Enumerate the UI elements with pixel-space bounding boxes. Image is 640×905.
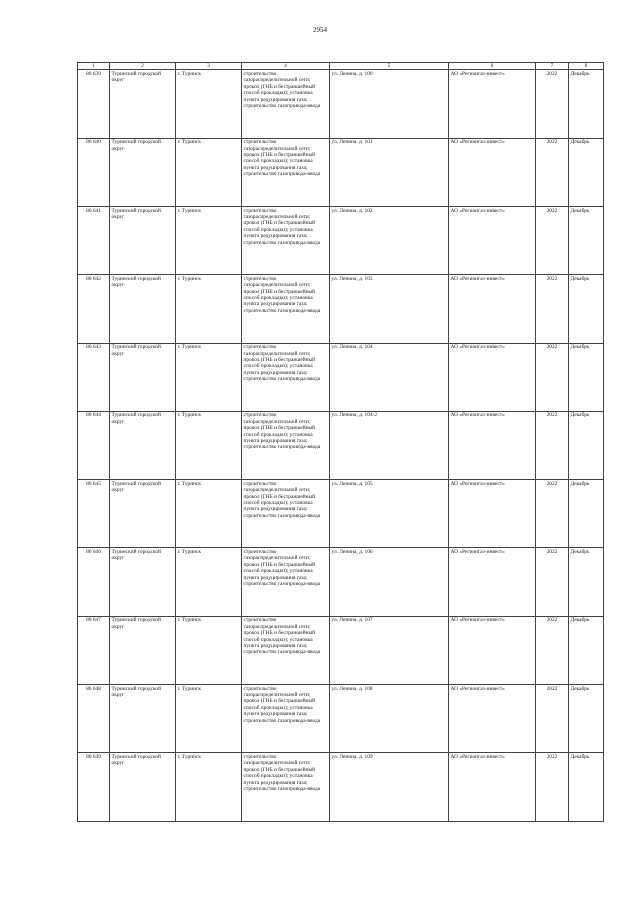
- work-type-cell: строительство газораспределительной сети; прокол (ГНБ и бестраншейный способ прокладки); установка пункта редуцирования газа; строительство газопровода-ввода: [242, 480, 330, 548]
- organization-cell: АО «Регионгаз-инвест»: [449, 480, 536, 548]
- work-type-cell: строительство газораспределительной сети; прокол (ГНБ и бестраншейный способ прокладки); установка пункта редуцирования газа; строительство газопровода-ввода: [242, 343, 330, 411]
- organization-cell: АО «Регионгаз-инвест»: [449, 616, 536, 684]
- address-cell: ул. Ленина, д. 106: [330, 548, 449, 616]
- district-cell: Туринский городской округ: [110, 480, 176, 548]
- header-cell: 5: [330, 63, 449, 70]
- organization-cell: АО «Регионгаз-инвест»: [449, 275, 536, 343]
- year-cell: 2022: [536, 207, 569, 275]
- year-cell: 2022: [536, 275, 569, 343]
- organization-cell: АО «Регионгаз-инвест»: [449, 343, 536, 411]
- table-row: [78, 548, 604, 616]
- month-cell: Декабрь: [569, 685, 604, 753]
- district-cell: Туринский городской округ: [110, 685, 176, 753]
- row-number-cell: 86 644: [78, 411, 110, 479]
- district-cell: Туринский городской округ: [110, 548, 176, 616]
- locality-cell: г. Туринск: [176, 343, 242, 411]
- address-cell: ул. Ленина, д. 109: [330, 753, 449, 821]
- organization-cell: АО «Регионгаз-инвест»: [449, 548, 536, 616]
- year-cell: 2022: [536, 753, 569, 821]
- address-cell: ул. Ленина, д. 104: [330, 343, 449, 411]
- year-cell: 2022: [536, 343, 569, 411]
- table-row: [78, 411, 604, 479]
- locality-cell: г. Туринск: [176, 548, 242, 616]
- month-cell: Декабрь: [569, 616, 604, 684]
- row-number-cell: 86 643: [78, 343, 110, 411]
- district-cell: Туринский городской округ: [110, 70, 176, 138]
- locality-cell: г. Туринск: [176, 70, 242, 138]
- locality-cell: г. Туринск: [176, 411, 242, 479]
- table-row: [78, 138, 604, 206]
- table-row: [78, 70, 604, 138]
- address-cell: ул. Ленина, д. 100: [330, 70, 449, 138]
- district-cell: Туринский городской округ: [110, 275, 176, 343]
- address-cell: ул. Ленина, д. 104-2: [330, 411, 449, 479]
- year-cell: 2022: [536, 616, 569, 684]
- locality-cell: г. Туринск: [176, 685, 242, 753]
- district-cell: Туринский городской округ: [110, 138, 176, 206]
- month-cell: Декабрь: [569, 207, 604, 275]
- table-row: [78, 275, 604, 343]
- locality-cell: г. Туринск: [176, 753, 242, 821]
- month-cell: Декабрь: [569, 275, 604, 343]
- locality-cell: г. Туринск: [176, 275, 242, 343]
- work-type-cell: строительство газораспределительной сети; прокол (ГНБ и бестраншейный способ прокладки); установка пункта редуцирования газа; строительство газопровода-ввода: [242, 275, 330, 343]
- month-cell: Декабрь: [569, 753, 604, 821]
- row-number-cell: 86 642: [78, 275, 110, 343]
- address-cell: ул. Ленина, д. 101: [330, 138, 449, 206]
- locality-cell: г. Туринск: [176, 616, 242, 684]
- locality-cell: г. Туринск: [176, 138, 242, 206]
- year-cell: 2022: [536, 411, 569, 479]
- organization-cell: АО «Регионгаз-инвест»: [449, 753, 536, 821]
- address-cell: ул. Ленина, д. 107: [330, 616, 449, 684]
- row-number-cell: 86 649: [78, 753, 110, 821]
- row-number-cell: 86 648: [78, 685, 110, 753]
- year-cell: 2022: [536, 480, 569, 548]
- table-header: [78, 63, 604, 70]
- work-type-cell: строительство газораспределительной сети; прокол (ГНБ и бестраншейный способ прокладки); установка пункта редуцирования газа; строительство газопровода-ввода: [242, 753, 330, 821]
- row-number-cell: 86 639: [78, 70, 110, 138]
- registry-table: [77, 62, 604, 822]
- header-cell: 2: [110, 63, 176, 70]
- month-cell: Декабрь: [569, 70, 604, 138]
- district-cell: Туринский городской округ: [110, 207, 176, 275]
- page-number: 2954: [313, 26, 327, 34]
- table-body: [78, 70, 604, 821]
- header-cell: 7: [536, 63, 569, 70]
- district-cell: Туринский городской округ: [110, 616, 176, 684]
- month-cell: Декабрь: [569, 343, 604, 411]
- year-cell: 2022: [536, 685, 569, 753]
- month-cell: Декабрь: [569, 138, 604, 206]
- district-cell: Туринский городской округ: [110, 343, 176, 411]
- table-row: [78, 207, 604, 275]
- table-row: [78, 480, 604, 548]
- header-cell: 8: [569, 63, 604, 70]
- work-type-cell: строительство газораспределительной сети; прокол (ГНБ и бестраншейный способ прокладки); установка пункта редуцирования газа; строительство газопровода-ввода: [242, 616, 330, 684]
- year-cell: 2022: [536, 548, 569, 616]
- table-row: [78, 685, 604, 753]
- organization-cell: АО «Регионгаз-инвест»: [449, 70, 536, 138]
- row-number-cell: 86 641: [78, 207, 110, 275]
- work-type-cell: строительство газораспределительной сети; прокол (ГНБ и бестраншейный способ прокладки); установка пункта редуцирования газа; строительство газопровода-ввода: [242, 207, 330, 275]
- organization-cell: АО «Регионгаз-инвест»: [449, 685, 536, 753]
- month-cell: Декабрь: [569, 480, 604, 548]
- work-type-cell: строительство газораспределительной сети; прокол (ГНБ и бестраншейный способ прокладки); установка пункта редуцирования газа; строительство газопровода-ввода: [242, 411, 330, 479]
- district-cell: Туринский городской округ: [110, 753, 176, 821]
- address-cell: ул. Ленина, д. 102: [330, 207, 449, 275]
- work-type-cell: строительство газораспределительной сети; прокол (ГНБ и бестраншейный способ прокладки); установка пункта редуцирования газа; строительство газопровода-ввода: [242, 548, 330, 616]
- table-row: [78, 616, 604, 684]
- organization-cell: АО «Регионгаз-инвест»: [449, 411, 536, 479]
- locality-cell: г. Туринск: [176, 480, 242, 548]
- row-number-cell: 86 640: [78, 138, 110, 206]
- header-row: [78, 63, 604, 70]
- organization-cell: АО «Регионгаз-инвест»: [449, 207, 536, 275]
- row-number-cell: 86 645: [78, 480, 110, 548]
- row-number-cell: 86 647: [78, 616, 110, 684]
- header-cell: 3: [176, 63, 242, 70]
- header-cell: 6: [449, 63, 536, 70]
- year-cell: 2022: [536, 138, 569, 206]
- month-cell: Декабрь: [569, 548, 604, 616]
- work-type-cell: строительство газораспределительной сети; прокол (ГНБ и бестраншейный способ прокладки); установка пункта редуцирования газа; строительство газопровода-ввода: [242, 138, 330, 206]
- work-type-cell: строительство газораспределительной сети; прокол (ГНБ и бестраншейный способ прокладки); установка пункта редуцирования газа; строительство газопровода-ввода: [242, 70, 330, 138]
- address-cell: ул. Ленина, д. 105: [330, 480, 449, 548]
- locality-cell: г. Туринск: [176, 207, 242, 275]
- header-cell: 4: [242, 63, 330, 70]
- address-cell: ул. Ленина, д. 103: [330, 275, 449, 343]
- header-cell: 1: [78, 63, 110, 70]
- table-row: [78, 753, 604, 821]
- row-number-cell: 86 646: [78, 548, 110, 616]
- year-cell: 2022: [536, 70, 569, 138]
- district-cell: Туринский городской округ: [110, 411, 176, 479]
- address-cell: ул. Ленина, д. 108: [330, 685, 449, 753]
- organization-cell: АО «Регионгаз-инвест»: [449, 138, 536, 206]
- work-type-cell: строительство газораспределительной сети; прокол (ГНБ и бестраншейный способ прокладки); установка пункта редуцирования газа; строительство газопровода-ввода: [242, 685, 330, 753]
- month-cell: Декабрь: [569, 411, 604, 479]
- table-row: [78, 343, 604, 411]
